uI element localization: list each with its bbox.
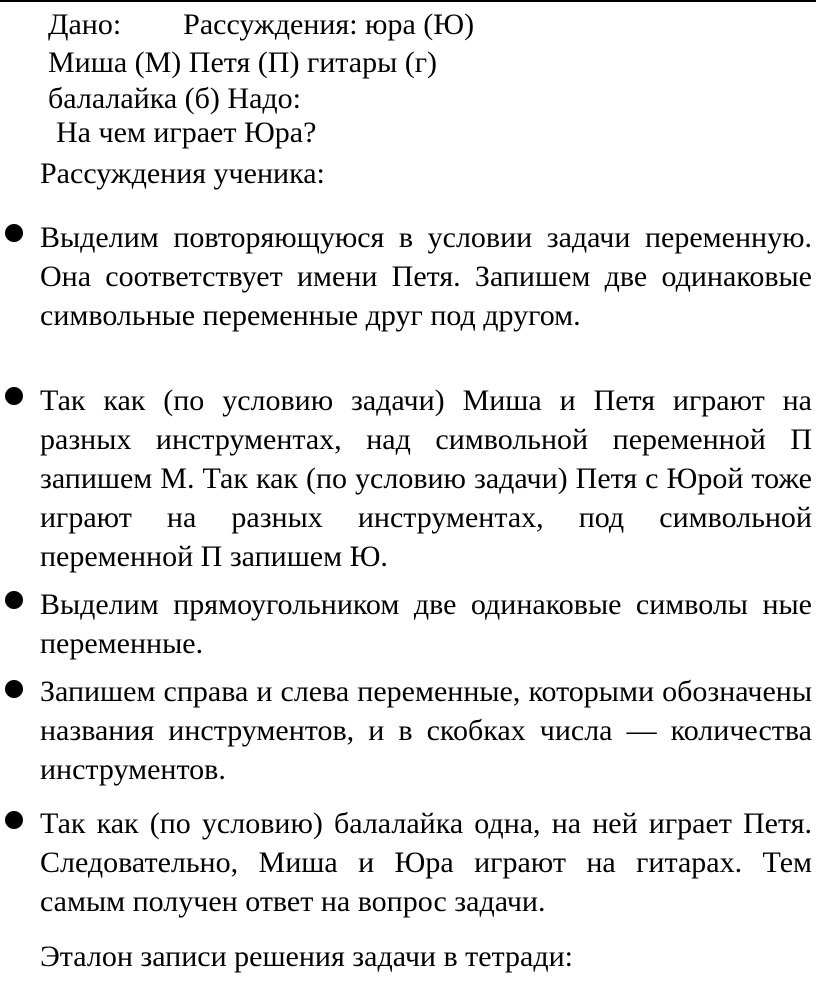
reasoning-label: Рассуждения: юра (Ю) [183,8,475,41]
given-variables-line: Миша (М) Петя (П) гитары (г) [48,46,438,79]
list-item: Так как (по условию задачи) Миша и Петя играют на разных инструментах, над символьной переменной П запишем М. Так как (по условию задачи) Петя с Юрой тоже играют на разных инструментах, под символьной переменной П запишем Ю. [40,384,812,573]
list-item: Запишем справа и слева переменные, которыми обозначены названия инструментов, и в скобках числа — количества инструментов. [40,675,812,786]
list-item: Так как (по условию) балалайка одна, на ней играет Петя. Следовательно, Миша и Юра играют на гитарах. Тем самым получен ответ на вопрос задачи. [40,807,812,918]
question-line: На чем играет Юра? [56,116,317,149]
top-rule [0,0,816,2]
given-label: Дано: [48,8,122,41]
bullet-dot-icon [5,224,23,242]
given-variables-line-2: балалайка (б) Надо: [48,82,301,115]
list-item: Выделим прямоугольником две одинаковые символы ные переменные. [40,588,812,660]
bullet-dot-icon [5,387,23,405]
given-line [48,8,474,42]
bullet-dot-icon [5,680,23,698]
bullet-dot-icon [5,811,23,829]
bullet-dot-icon [5,591,23,609]
notebook-solution-heading: Эталон записи решения задачи в тетради: [40,940,573,973]
list-item: Выделим повторяющуюся в условии задачи переменную. Она соответствует имени Петя. Запишем две одинаковые символьные переменные друг под другом. [40,221,812,332]
student-reasoning-heading: Рассуждения ученика: [40,157,325,190]
